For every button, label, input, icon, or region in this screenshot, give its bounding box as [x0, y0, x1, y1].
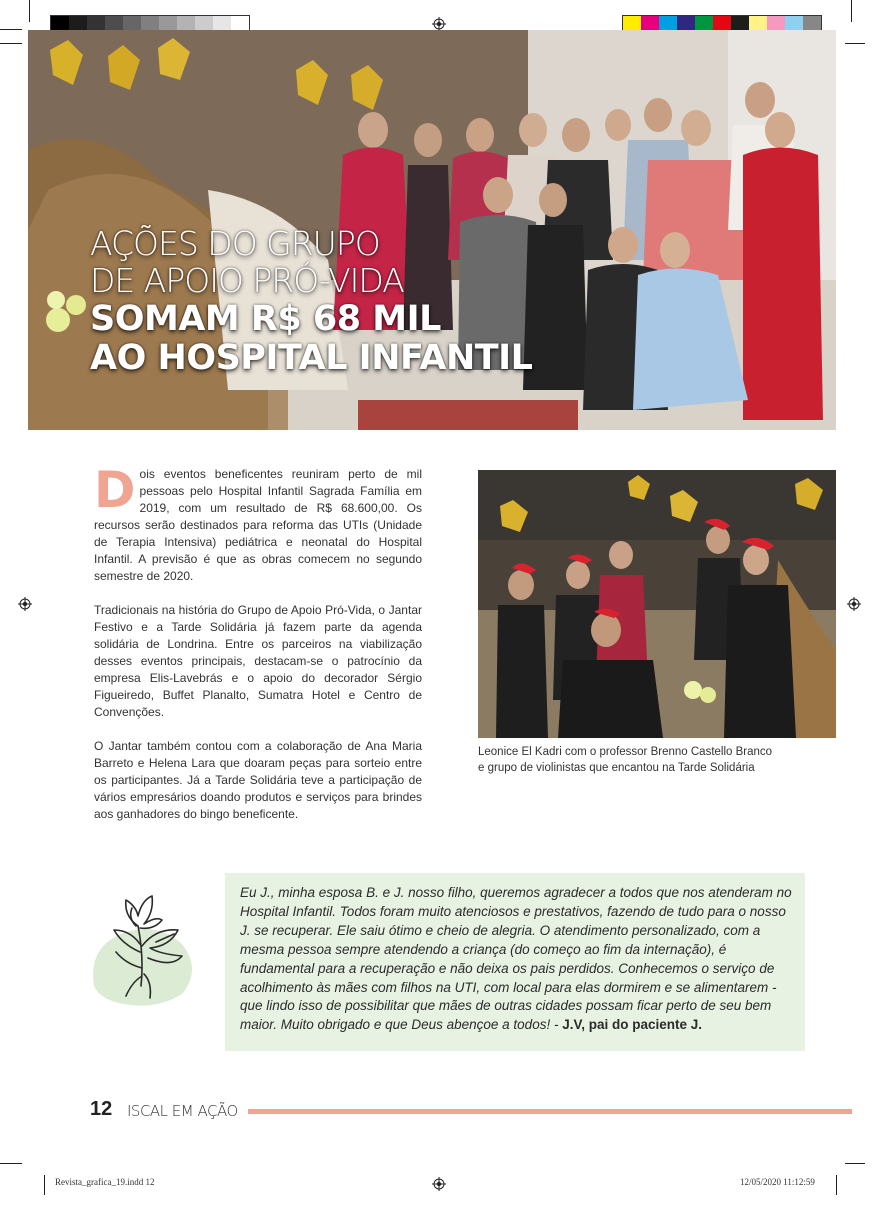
paragraph-1-text: ois eventos beneficentes reuniram perto de mil pessoas pelo Hospital Infantil Sagrada Família em 2019, com um resultado de R$ 68.600,00. Os recursos serão destinados para reforma das UTIs (Unidade de Terapia Intensiva) pediátrica e neonatal do Hospital Infantil. A previsão é que as obras comecem no segundo semestre de 2020.	[94, 467, 422, 583]
registration-mark-icon	[432, 17, 446, 31]
violinists-photo-illustration	[478, 470, 836, 738]
magazine-name: ISCAL EM AÇÃO	[127, 1102, 238, 1120]
headline-line-2: DE APOIO PRÓ-VIDA	[90, 260, 404, 300]
article-paragraph-1	[94, 461, 422, 585]
crop-mark	[851, 0, 852, 22]
caption-line-1: Leonice El Kadri com o professor Brenno Castello Branco	[478, 746, 773, 758]
page-number: 12	[90, 1098, 113, 1120]
testimonial-body: Eu J., minha esposa B. e J. nosso filho, queremos agradecer a todos que nos atenderam no Hospital Infantil. Todos foram muito atenciosos e prestativos, fazendo de tudo para o nosso J. se recuperar. Ele saiu ótimo e cheio de alegria. O atendimento personalizado, com a mesma pessoa sempre atendendo a criança (do começo ao fim da internação), é fundamental para a recuperação e não deixa os pais perdidos. Conhecemos o serviço de acolhimento às mães com filhos na UTI, com local para elas dormirem e se alimentarem - que lindo isso de possibilitar que mães de outras cidades possam ficar perto de seu bem maior. Muito obrigado e que Deus abençoe a todos! -	[240, 885, 792, 1033]
crop-mark	[836, 1175, 837, 1195]
article-body	[94, 461, 422, 840]
headline-line-1: AÇÕES DO GRUPO	[90, 224, 380, 263]
drop-cap: D	[94, 461, 136, 519]
flower-illustration-icon	[86, 886, 206, 1010]
testimonial-author: J.V, pai do paciente J.	[562, 1017, 703, 1033]
headline-line-4: AO HOSPITAL INFANTIL	[90, 338, 533, 379]
crop-mark	[29, 0, 30, 22]
article-paragraph-2: Tradicionais na história do Grupo de Apoio Pró-Vida, o Jantar Festivo e a Tarde Solidária já fazem parte da agenda solidária de Londrina. Entre os parceiros na viabilização desses eventos principais, destacam-se o patrocínio da empresa Elis-Lavebrás e o apoio do decorador Sérgio Figueiredo, Buffet Planalto, Sumatra Hotel e Centro de Convenções.	[94, 603, 422, 719]
registration-mark-icon	[432, 1177, 446, 1191]
photo-caption	[478, 744, 836, 776]
article-headline	[90, 226, 532, 378]
article-paragraph-3: O Jantar também contou com a colaboração de Ana Maria Barreto e Helena Lara que doaram peças para sorteio entre os participantes. Já a Tarde Solidária teve a participação de vários empresários doando produtos e serviços para brindes aos ganhadores do bingo beneficente.	[94, 739, 422, 821]
caption-line-2: e grupo de violinistas que encantou na Tarde Solidária	[478, 762, 755, 774]
violinists-photo	[478, 470, 836, 738]
crop-mark	[0, 29, 22, 30]
registration-mark-icon	[847, 597, 861, 611]
crop-mark	[845, 43, 865, 44]
footer-rule	[248, 1109, 852, 1114]
slug-file: Revista_grafica_19.indd 12	[55, 1177, 155, 1187]
registration-mark-icon	[18, 597, 32, 611]
crop-mark	[44, 1175, 45, 1195]
crop-mark	[845, 1163, 865, 1164]
headline-line-3: SOMAM R$ 68 MIL	[90, 298, 441, 339]
slug-date: 12/05/2020 11:12:59	[740, 1177, 815, 1187]
crop-mark	[0, 43, 22, 44]
hero-group-photo	[28, 30, 836, 430]
crop-mark	[0, 1163, 22, 1164]
testimonial-text	[240, 884, 792, 1035]
